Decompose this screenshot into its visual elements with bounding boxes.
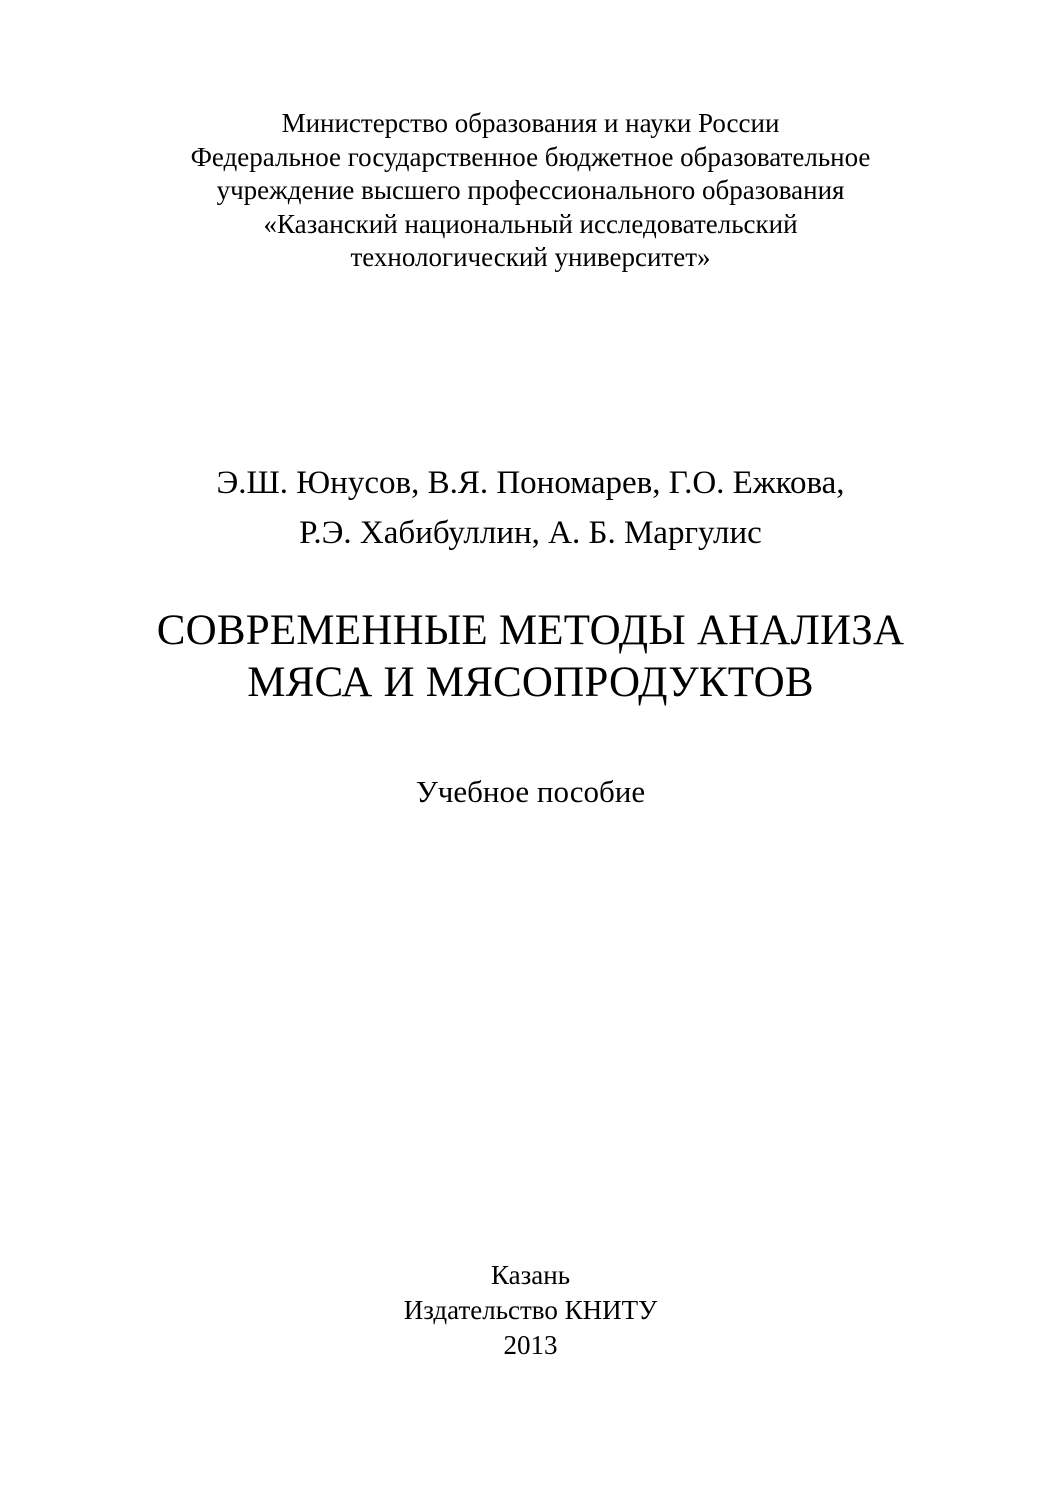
book-type-label: Учебное пособие — [415, 774, 646, 809]
university-name-line-2: технологический университет» — [350, 242, 711, 272]
book-title-line-2: МЯСА И МЯСОПРОДУКТОВ — [247, 659, 814, 706]
institution-type-line: Федеральное государственное бюджетное образовательное — [190, 141, 871, 172]
book-subtitle — [0, 772, 1061, 812]
institution-education-line: учреждение высшего профессионального образования — [216, 175, 845, 205]
university-name-line-1: «Казанский национальный исследовательский — [263, 208, 798, 239]
ministry-line: Министерство образования и науки России — [281, 108, 780, 138]
book-title-line-1: СОВРЕМЕННЫЕ МЕТОДЫ АНАЛИЗА — [156, 607, 905, 654]
book-title — [0, 605, 1061, 709]
imprint — [0, 1258, 1061, 1363]
imprint-year: 2013 — [503, 1330, 558, 1360]
imprint-publisher: Издательство КНИТУ — [403, 1295, 658, 1325]
imprint-city: Казань — [490, 1260, 571, 1290]
institution-header — [0, 107, 1061, 275]
authors-line-1: Э.Ш. Юнусов, В.Я. Пономарев, Г.О. Ежкова, — [216, 465, 845, 501]
authors-line-2: Р.Э. Хабибуллин, А. Б. Маргулис — [299, 515, 762, 551]
authors — [0, 458, 1061, 558]
